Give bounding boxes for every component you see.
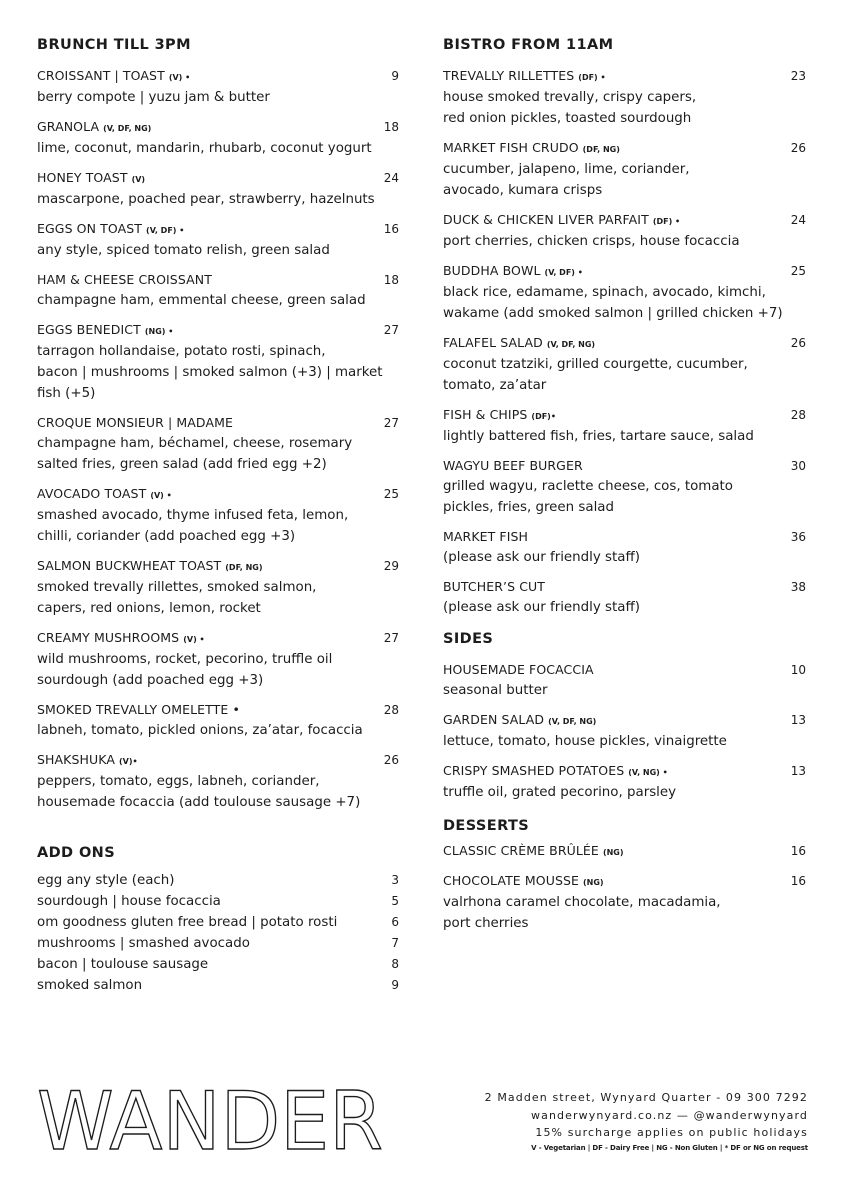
dietary-tag: (V, DF) • xyxy=(146,226,185,235)
menu-item-name: MARKET FISH CRUDO xyxy=(443,140,579,155)
menu-item-description: (please ask our friendly staff) xyxy=(443,600,640,615)
menu-item-header xyxy=(37,749,399,771)
menu-item-header xyxy=(37,319,399,341)
menu-item-name: SALMON BUCKWHEAT TOAST xyxy=(37,558,222,573)
menu-item-title xyxy=(37,483,172,505)
addons-list xyxy=(37,870,399,996)
dietary-tag: (V, NG) • xyxy=(628,768,668,777)
menu-item-description: port cherries, chicken crisps, house focaccia xyxy=(443,234,740,249)
menu-item-description: truffle oil, grated pecorino, parsley xyxy=(443,785,677,800)
menu-item-name: MARKET FISH xyxy=(443,529,529,544)
menu-item-name: CROISSANT | TOAST xyxy=(37,68,165,83)
menu-item-description: wild mushrooms, rocket, pecorino, truffle oil sourdough (add poached egg +3) xyxy=(37,652,333,688)
footer-address: 2 Madden street, Wynyard Quarter - 09 300 7292 xyxy=(484,1091,808,1104)
menu-item-description: mascarpone, poached pear, strawberry, hazelnuts xyxy=(37,192,375,207)
menu-item xyxy=(443,576,806,618)
footer-web: wanderwynyard.co.nz — @wanderwynyard xyxy=(531,1108,808,1122)
menu-item-description: seasonal butter xyxy=(443,683,548,698)
addon-row xyxy=(37,933,399,954)
dietary-tag: (NG) xyxy=(602,848,624,857)
right-column xyxy=(443,36,806,942)
menu-item-description: coconut tzatziki, grilled courgette, cucumber, tomato, za’atar xyxy=(443,357,748,393)
menu-item-description: smoked trevally rillettes, smoked salmon, capers, red onions, lemon, rocket xyxy=(37,580,317,616)
menu-item-price: 24 xyxy=(383,171,399,185)
menu-item-price: 36 xyxy=(790,530,806,544)
menu-item xyxy=(37,483,399,547)
menu-item-title xyxy=(37,167,145,189)
menu-item-price: 27 xyxy=(383,416,399,430)
menu-item-description: valrhona caramel chocolate, macadamia, port cherries xyxy=(443,895,721,931)
menu-item-header xyxy=(37,412,399,433)
menu-item-header xyxy=(443,870,806,892)
menu-item-name: WAGYU BEEF BURGER xyxy=(443,458,583,473)
addon-price: 7 xyxy=(391,936,399,950)
menu-item-name: HONEY TOAST xyxy=(37,170,128,185)
menu-item-description: lightly battered fish, fries, tartare sauce, salad xyxy=(443,429,754,444)
menu-item-name: EGGS BENEDICT xyxy=(37,322,141,337)
addon-name: smoked salmon xyxy=(37,978,143,993)
menu-item-name: BUDDHA BOWL xyxy=(443,263,541,278)
menu-item-name: GRANOLA xyxy=(37,119,100,134)
addon-row xyxy=(37,975,399,996)
addon-name: om goodness gluten free bread | potato rosti xyxy=(37,915,338,930)
menu-item xyxy=(443,870,806,934)
menu-item-header xyxy=(443,576,806,597)
addon-price: 6 xyxy=(391,915,399,929)
menu-item-title xyxy=(443,659,594,679)
dietary-tag: (NG) • xyxy=(144,327,174,336)
menu-item-name: AVOCADO TOAST xyxy=(37,486,147,501)
menu-item-header xyxy=(37,218,399,240)
menu-item-description: labneh, tomato, pickled onions, za’atar, focaccia xyxy=(37,723,363,738)
menu-item-title xyxy=(37,412,233,432)
menu-item-title xyxy=(443,209,680,231)
menu-item xyxy=(443,404,806,447)
menu-item xyxy=(443,455,806,518)
menu-item-header xyxy=(443,137,806,159)
addon-name: mushrooms | smashed avocado xyxy=(37,936,250,951)
menu-item xyxy=(443,65,806,129)
brunch-list xyxy=(37,65,399,813)
menu-item xyxy=(37,218,399,261)
menu-item-header xyxy=(443,659,806,680)
desserts-heading: DESSERTS xyxy=(443,818,530,834)
addon-row xyxy=(37,954,399,975)
dietary-tag: (V, DF, NG) xyxy=(548,717,597,726)
menu-item-description: black rice, edamame, spinach, avocado, kimchi, wakame (add smoked salmon | grilled chicken +7) xyxy=(443,285,783,321)
logo-text: WANDER xyxy=(37,1087,383,1155)
menu-item xyxy=(37,65,399,108)
menu-item xyxy=(37,269,399,311)
menu-item-header xyxy=(443,65,806,87)
menu-item-name: CHOCOLATE MOUSSE xyxy=(443,873,580,888)
menu-item-name: SMOKED TREVALLY OMELETTE • xyxy=(37,702,240,717)
dietary-tag: (V, DF, NG) xyxy=(103,124,152,133)
addon-name: egg any style (each) xyxy=(37,873,175,888)
menu-item-price: 16 xyxy=(790,874,806,888)
menu-item-price: 24 xyxy=(790,213,806,227)
menu-item-header xyxy=(37,555,399,577)
menu-item-price: 26 xyxy=(790,141,806,155)
menu-item xyxy=(37,699,399,741)
dietary-tag: (V) • xyxy=(183,635,205,644)
menu-item-name: FISH & CHIPS xyxy=(443,407,528,422)
menu-item-name: FALAFEL SALAD xyxy=(443,335,543,350)
dietary-tag: (DF) • xyxy=(652,217,681,226)
menu-item-price: 38 xyxy=(790,580,806,594)
menu-item-title xyxy=(443,760,668,782)
desserts-list xyxy=(443,840,806,934)
menu-item-name: GARDEN SALAD xyxy=(443,712,545,727)
menu-item-description: any style, spiced tomato relish, green salad xyxy=(37,243,330,258)
menu-item-description: lettuce, tomato, house pickles, vinaigrette xyxy=(443,734,727,749)
menu-item-title xyxy=(37,269,212,289)
menu-item xyxy=(443,137,806,201)
menu-item-header xyxy=(443,840,806,862)
dietary-tag: (DF, NG) xyxy=(582,145,620,154)
menu-item-name: HAM & CHEESE CROISSANT xyxy=(37,272,212,287)
menu-item-title xyxy=(443,404,556,426)
menu-item-price: 25 xyxy=(790,264,806,278)
menu-item-title xyxy=(443,260,583,282)
dietary-tag: (V) xyxy=(131,175,146,184)
menu-item-header xyxy=(37,65,399,87)
menu-item-price: 28 xyxy=(790,408,806,422)
menu-item-title xyxy=(443,576,545,596)
menu-item xyxy=(443,526,806,568)
menu-item-name: TREVALLY RILLETTES xyxy=(443,68,575,83)
addon-price: 9 xyxy=(391,978,399,992)
addon-price: 5 xyxy=(391,894,399,908)
menu-item-name: CREAMY MUSHROOMS xyxy=(37,630,180,645)
dietary-tag: (V, DF) • xyxy=(544,268,583,277)
menu-item xyxy=(37,749,399,813)
menu-item-header xyxy=(443,526,806,547)
menu-item-title xyxy=(37,116,151,138)
menu-item-description: cucumber, jalapeno, lime, coriander, avocado, kumara crisps xyxy=(443,162,690,198)
menu-item-price: 16 xyxy=(790,844,806,858)
menu-item-price: 25 xyxy=(383,487,399,501)
menu-item-title xyxy=(443,455,583,475)
menu-item xyxy=(37,412,399,475)
menu-item-name: CLASSIC CRÈME BRÛLÉE xyxy=(443,843,599,858)
dietary-tag: (DF) • xyxy=(578,73,606,82)
sides-list xyxy=(443,659,806,803)
menu-item-price: 28 xyxy=(383,703,399,717)
menu-item-title xyxy=(443,526,528,546)
menu-item xyxy=(443,659,806,701)
menu-item-name: DUCK & CHICKEN LIVER PARFAIT xyxy=(443,212,649,227)
menu-item-title xyxy=(37,627,205,649)
dietary-tag: (V) • xyxy=(168,73,191,82)
menu-item-header xyxy=(37,627,399,649)
menu-item-description: lime, coconut, mandarin, rhubarb, coconut yogurt xyxy=(37,141,372,156)
menu-item-header xyxy=(37,483,399,505)
dietary-tag: (V) • xyxy=(150,491,172,500)
menu-item xyxy=(443,332,806,396)
menu-item-price: 30 xyxy=(790,459,806,473)
menu-item-name: BUTCHER’S CUT xyxy=(443,579,546,594)
menu-item-header xyxy=(37,269,399,290)
menu-item xyxy=(443,709,806,752)
menu-item-price: 27 xyxy=(383,631,399,645)
footer-legend: V - Vegetarian | DF - Dairy Free | NG - Non Gluten | * DF or NG on request xyxy=(531,1143,808,1152)
sides-heading: SIDES xyxy=(443,631,494,647)
addons-heading: ADD ONS xyxy=(37,845,116,861)
menu-item-description: berry compote | yuzu jam & butter xyxy=(37,90,270,105)
addon-row xyxy=(37,891,399,912)
menu-item-title xyxy=(37,699,240,719)
addon-name: bacon | toulouse sausage xyxy=(37,957,209,972)
menu-item-header xyxy=(37,116,399,138)
menu-item xyxy=(37,555,399,619)
menu-item xyxy=(37,116,399,159)
menu-item-price: 18 xyxy=(383,273,399,287)
menu-item xyxy=(443,209,806,252)
menu-item xyxy=(443,260,806,324)
menu-item-name: CROQUE MONSIEUR | MADAME xyxy=(37,415,233,430)
menu-item-header xyxy=(443,332,806,354)
menu-item-price: 13 xyxy=(790,713,806,727)
menu-item-title xyxy=(443,870,604,892)
menu-item-description: grilled wagyu, raclette cheese, cos, tomato pickles, fries, green salad xyxy=(443,479,734,515)
menu-item-title xyxy=(37,218,184,240)
menu-item-title xyxy=(443,137,620,159)
menu-item-description: champagne ham, emmental cheese, green salad xyxy=(37,293,366,308)
menu-item-description: tarragon hollandaise, potato rosti, spinach, bacon | mushrooms | smoked salmon (+3) | market fish (+5) xyxy=(37,344,383,401)
menu-item-price: 18 xyxy=(383,120,399,134)
menu-item-name: HOUSEMADE FOCACCIA xyxy=(443,662,594,677)
addon-price: 3 xyxy=(391,873,399,887)
bistro-heading: BISTRO FROM 11AM xyxy=(443,37,614,53)
menu-item-header xyxy=(443,455,806,476)
dietary-tag: (NG) xyxy=(583,878,604,887)
menu-item xyxy=(443,760,806,803)
menu-item-price: 13 xyxy=(790,764,806,778)
menu-item-title xyxy=(37,555,262,577)
menu-item-header xyxy=(443,260,806,282)
menu-item-header xyxy=(443,404,806,426)
menu-item xyxy=(37,319,399,404)
brunch-heading: BRUNCH TILL 3PM xyxy=(37,37,191,53)
footer-surcharge: 15% surcharge applies on public holidays xyxy=(535,1126,808,1139)
menu-item-price: 29 xyxy=(383,559,399,573)
menu-item-title xyxy=(443,332,595,354)
menu-item-title xyxy=(37,319,173,341)
menu-item-price: 9 xyxy=(391,69,399,83)
menu-item-title xyxy=(443,709,596,731)
dietary-tag: (DF)• xyxy=(531,412,556,421)
menu-item-title xyxy=(37,65,190,87)
menu-item xyxy=(37,627,399,691)
menu-item xyxy=(37,167,399,210)
menu-item-price: 10 xyxy=(790,663,806,677)
menu-item-header xyxy=(37,167,399,189)
menu-item-price: 23 xyxy=(790,69,806,83)
addon-price: 8 xyxy=(391,957,399,971)
menu-item-description: house smoked trevally, crispy capers, red onion pickles, toasted sourdough xyxy=(443,90,697,126)
menu-item-name: SHAKSHUKA xyxy=(37,752,115,767)
addon-name: sourdough | house focaccia xyxy=(37,894,221,909)
menu-item-header xyxy=(443,209,806,231)
wander-logo xyxy=(37,1087,387,1155)
dietary-tag: (DF, NG) xyxy=(225,563,263,572)
dietary-tag: (V)• xyxy=(119,757,138,766)
addon-row xyxy=(37,912,399,933)
left-column xyxy=(37,36,399,996)
menu-item-price: 27 xyxy=(383,323,399,337)
menu-item-title xyxy=(443,65,606,87)
menu-item-name: CRISPY SMASHED POTATOES xyxy=(443,763,625,778)
menu-item-price: 26 xyxy=(790,336,806,350)
menu-item-name: EGGS ON TOAST xyxy=(37,221,143,236)
menu-item-header xyxy=(37,699,399,720)
menu-item-description: smashed avocado, thyme infused feta, lemon, chilli, coriander (add poached egg +3) xyxy=(37,508,349,544)
menu-item-description: peppers, tomato, eggs, labneh, coriander, housemade focaccia (add toulouse sausage +7) xyxy=(37,774,361,810)
footer-info xyxy=(485,1089,808,1155)
menu-item-price: 16 xyxy=(383,222,399,236)
menu-item-title xyxy=(443,840,624,862)
menu-item-description: champagne ham, béchamel, cheese, rosemary salted fries, green salad (add fried egg +2) xyxy=(37,436,353,472)
menu-item xyxy=(443,840,806,862)
menu-item-header xyxy=(443,760,806,782)
menu-item-header xyxy=(443,709,806,731)
menu-item-price: 26 xyxy=(383,753,399,767)
menu-item-title xyxy=(37,749,138,771)
addon-row xyxy=(37,870,399,891)
bistro-list xyxy=(443,65,806,618)
menu-item-description: (please ask our friendly staff) xyxy=(443,550,640,565)
dietary-tag: (V, DF, NG) xyxy=(546,340,596,349)
